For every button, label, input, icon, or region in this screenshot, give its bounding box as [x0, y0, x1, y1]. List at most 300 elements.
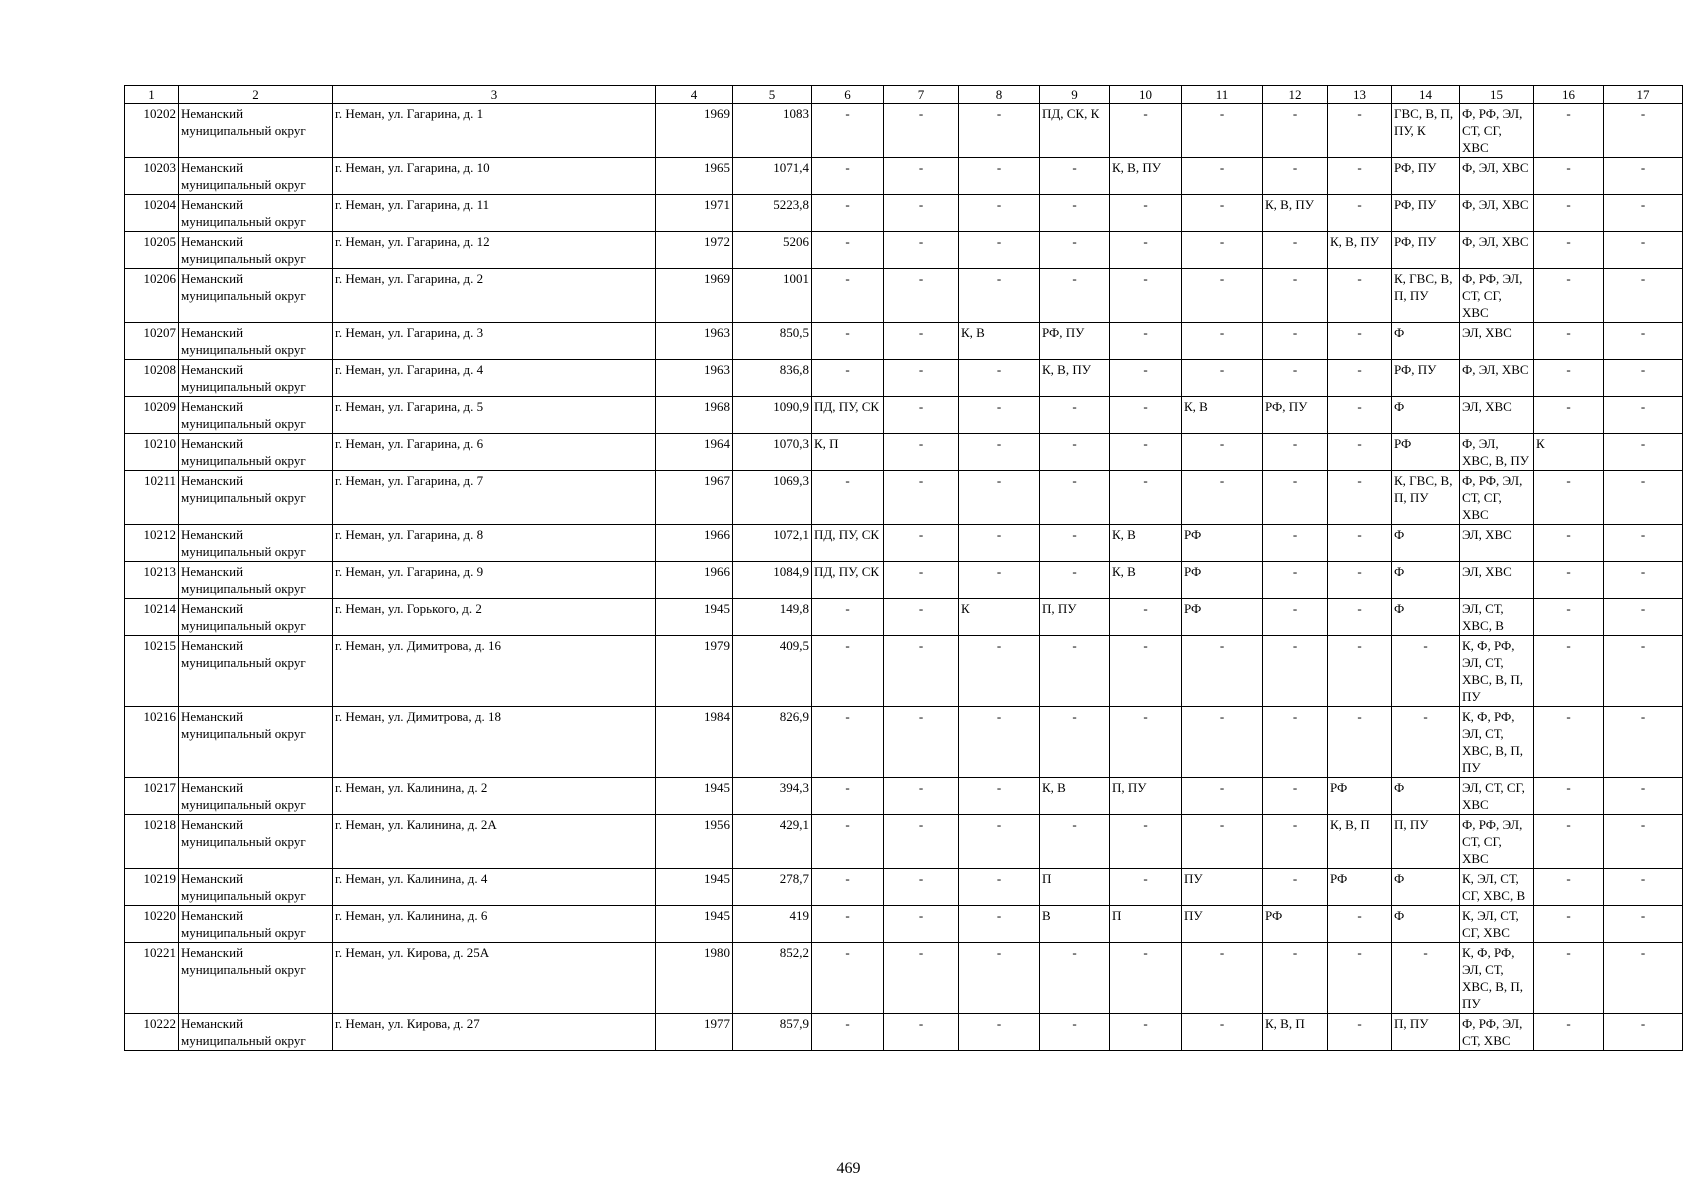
col-17-cell: -: [1604, 104, 1683, 158]
row-id-cell: 10211: [125, 471, 179, 525]
col-12-cell: -: [1263, 778, 1328, 815]
year-cell: 1980: [656, 943, 733, 1014]
col-17-cell: -: [1604, 707, 1683, 778]
col-12-cell: -: [1263, 360, 1328, 397]
col-15-cell: Ф, ЭЛ, ХВС: [1460, 195, 1534, 232]
col-13-cell: -: [1328, 104, 1392, 158]
col-10-cell: К, В: [1110, 525, 1182, 562]
col-9-cell: П, ПУ: [1040, 599, 1110, 636]
col-6-cell: К, П: [812, 434, 884, 471]
table-row: [125, 599, 1683, 636]
col-14-cell: РФ, ПУ: [1392, 232, 1460, 269]
col-8-cell: -: [959, 636, 1040, 707]
col-12-cell: К, В, ПУ: [1263, 195, 1328, 232]
col-13-cell: -: [1328, 397, 1392, 434]
col-13-cell: -: [1328, 943, 1392, 1014]
col-13-cell: -: [1328, 434, 1392, 471]
row-id-cell: 10203: [125, 158, 179, 195]
municipality-cell: Неманский муниципальный округ: [179, 269, 333, 323]
row-id-cell: 10215: [125, 636, 179, 707]
column-number-13: 13: [1328, 86, 1392, 104]
col-6-cell: -: [812, 778, 884, 815]
col-15-cell: К, Ф, РФ, ЭЛ, СТ, ХВС, В, П, ПУ: [1460, 707, 1534, 778]
col-10-cell: -: [1110, 195, 1182, 232]
col-12-cell: -: [1263, 599, 1328, 636]
col-15-cell: ЭЛ, СТ, ХВС, В: [1460, 599, 1534, 636]
table-row: [125, 195, 1683, 232]
area-cell: 394,3: [733, 778, 812, 815]
col-11-cell: ПУ: [1182, 869, 1263, 906]
col-13-cell: -: [1328, 471, 1392, 525]
col-12-cell: -: [1263, 104, 1328, 158]
table-row: [125, 1014, 1683, 1051]
municipality-cell: Неманский муниципальный округ: [179, 943, 333, 1014]
table-row: [125, 525, 1683, 562]
year-cell: 1969: [656, 269, 733, 323]
municipality-cell: Неманский муниципальный округ: [179, 778, 333, 815]
row-id-cell: 10205: [125, 232, 179, 269]
address-cell: г. Неман, ул. Горького, д. 2: [333, 599, 656, 636]
col-9-cell: -: [1040, 471, 1110, 525]
col-8-cell: -: [959, 269, 1040, 323]
column-number-7: 7: [884, 86, 959, 104]
col-14-cell: РФ: [1392, 434, 1460, 471]
col-10-cell: -: [1110, 471, 1182, 525]
column-number-12: 12: [1263, 86, 1328, 104]
col-6-cell: ПД, ПУ, СК: [812, 397, 884, 434]
col-11-cell: -: [1182, 778, 1263, 815]
address-cell: г. Неман, ул. Калинина, д. 6: [333, 906, 656, 943]
col-13-cell: -: [1328, 707, 1392, 778]
row-id-cell: 10220: [125, 906, 179, 943]
municipality-cell: Неманский муниципальный округ: [179, 360, 333, 397]
col-7-cell: -: [884, 815, 959, 869]
col-15-cell: Ф, РФ, ЭЛ, СТ, СГ, ХВС: [1460, 269, 1534, 323]
address-cell: г. Неман, ул. Гагарина, д. 6: [333, 434, 656, 471]
col-8-cell: -: [959, 158, 1040, 195]
table-row: [125, 471, 1683, 525]
col-6-cell: -: [812, 471, 884, 525]
col-15-cell: Ф, ЭЛ, ХВС: [1460, 232, 1534, 269]
col-14-cell: Ф: [1392, 397, 1460, 434]
col-17-cell: -: [1604, 397, 1683, 434]
address-cell: г. Неман, ул. Гагарина, д. 1: [333, 104, 656, 158]
col-15-cell: К, ЭЛ, СТ, СГ, ХВС, В: [1460, 869, 1534, 906]
col-14-cell: Ф: [1392, 778, 1460, 815]
municipality-cell: Неманский муниципальный округ: [179, 195, 333, 232]
table-row: [125, 360, 1683, 397]
col-17-cell: -: [1604, 195, 1683, 232]
col-12-cell: -: [1263, 636, 1328, 707]
col-17-cell: -: [1604, 360, 1683, 397]
col-15-cell: ЭЛ, ХВС: [1460, 562, 1534, 599]
col-13-cell: -: [1328, 525, 1392, 562]
col-16-cell: -: [1534, 104, 1604, 158]
col-15-cell: ЭЛ, СТ, СГ, ХВС: [1460, 778, 1534, 815]
col-9-cell: В: [1040, 906, 1110, 943]
col-10-cell: -: [1110, 636, 1182, 707]
col-10-cell: П, ПУ: [1110, 778, 1182, 815]
col-9-cell: РФ, ПУ: [1040, 323, 1110, 360]
col-17-cell: -: [1604, 471, 1683, 525]
address-cell: г. Неман, ул. Кирова, д. 25А: [333, 943, 656, 1014]
table-row: [125, 943, 1683, 1014]
col-13-cell: К, В, П: [1328, 815, 1392, 869]
row-id-cell: 10204: [125, 195, 179, 232]
col-17-cell: -: [1604, 562, 1683, 599]
year-cell: 1972: [656, 232, 733, 269]
col-13-cell: -: [1328, 906, 1392, 943]
row-id-cell: 10202: [125, 104, 179, 158]
col-8-cell: -: [959, 397, 1040, 434]
year-cell: 1965: [656, 158, 733, 195]
col-17-cell: -: [1604, 778, 1683, 815]
col-15-cell: Ф, ЭЛ, ХВС: [1460, 360, 1534, 397]
col-11-cell: -: [1182, 471, 1263, 525]
year-cell: 1945: [656, 599, 733, 636]
col-16-cell: -: [1534, 525, 1604, 562]
col-9-cell: -: [1040, 232, 1110, 269]
col-14-cell: Ф: [1392, 323, 1460, 360]
col-8-cell: -: [959, 707, 1040, 778]
col-15-cell: Ф, РФ, ЭЛ, СТ, СГ, ХВС: [1460, 471, 1534, 525]
col-17-cell: -: [1604, 943, 1683, 1014]
col-17-cell: -: [1604, 815, 1683, 869]
col-15-cell: К, Ф, РФ, ЭЛ, СТ, ХВС, В, П, ПУ: [1460, 943, 1534, 1014]
address-cell: г. Неман, ул. Гагарина, д. 10: [333, 158, 656, 195]
col-14-cell: РФ, ПУ: [1392, 195, 1460, 232]
col-9-cell: -: [1040, 636, 1110, 707]
table-row: [125, 269, 1683, 323]
col-11-cell: -: [1182, 434, 1263, 471]
col-15-cell: Ф, РФ, ЭЛ, СТ, СГ, ХВС: [1460, 104, 1534, 158]
col-6-cell: -: [812, 599, 884, 636]
address-cell: г. Неман, ул. Гагарина, д. 11: [333, 195, 656, 232]
municipality-cell: Неманский муниципальный округ: [179, 815, 333, 869]
col-16-cell: -: [1534, 599, 1604, 636]
column-number-14: 14: [1392, 86, 1460, 104]
year-cell: 1945: [656, 778, 733, 815]
col-10-cell: К, В: [1110, 562, 1182, 599]
year-cell: 1984: [656, 707, 733, 778]
col-8-cell: -: [959, 906, 1040, 943]
col-14-cell: ГВС, В, П, ПУ, К: [1392, 104, 1460, 158]
area-cell: 278,7: [733, 869, 812, 906]
col-16-cell: -: [1534, 562, 1604, 599]
col-15-cell: ЭЛ, ХВС: [1460, 525, 1534, 562]
col-6-cell: -: [812, 323, 884, 360]
address-cell: г. Неман, ул. Калинина, д. 2: [333, 778, 656, 815]
col-8-cell: -: [959, 562, 1040, 599]
col-16-cell: -: [1534, 323, 1604, 360]
col-10-cell: -: [1110, 269, 1182, 323]
address-cell: г. Неман, ул. Гагарина, д. 8: [333, 525, 656, 562]
table-row: [125, 158, 1683, 195]
area-cell: 1090,9: [733, 397, 812, 434]
area-cell: 1071,4: [733, 158, 812, 195]
col-7-cell: -: [884, 636, 959, 707]
col-8-cell: -: [959, 232, 1040, 269]
col-6-cell: -: [812, 1014, 884, 1051]
col-14-cell: Ф: [1392, 599, 1460, 636]
year-cell: 1968: [656, 397, 733, 434]
col-6-cell: -: [812, 269, 884, 323]
col-6-cell: -: [812, 360, 884, 397]
column-number-9: 9: [1040, 86, 1110, 104]
col-16-cell: -: [1534, 636, 1604, 707]
row-id-cell: 10218: [125, 815, 179, 869]
col-13-cell: -: [1328, 360, 1392, 397]
address-cell: г. Неман, ул. Кирова, д. 27: [333, 1014, 656, 1051]
municipality-cell: Неманский муниципальный округ: [179, 471, 333, 525]
col-16-cell: -: [1534, 815, 1604, 869]
col-13-cell: К, В, ПУ: [1328, 232, 1392, 269]
col-11-cell: -: [1182, 707, 1263, 778]
col-12-cell: -: [1263, 707, 1328, 778]
year-cell: 1977: [656, 1014, 733, 1051]
col-9-cell: -: [1040, 1014, 1110, 1051]
area-cell: 5206: [733, 232, 812, 269]
row-id-cell: 10206: [125, 269, 179, 323]
municipality-cell: Неманский муниципальный округ: [179, 525, 333, 562]
col-15-cell: Ф, РФ, ЭЛ, СТ, ХВС: [1460, 1014, 1534, 1051]
col-17-cell: -: [1604, 599, 1683, 636]
col-14-cell: Ф: [1392, 906, 1460, 943]
col-14-cell: РФ, ПУ: [1392, 158, 1460, 195]
col-12-cell: -: [1263, 232, 1328, 269]
col-15-cell: К, Ф, РФ, ЭЛ, СТ, ХВС, В, П, ПУ: [1460, 636, 1534, 707]
col-13-cell: -: [1328, 562, 1392, 599]
table-row: [125, 232, 1683, 269]
col-14-cell: РФ, ПУ: [1392, 360, 1460, 397]
col-9-cell: -: [1040, 562, 1110, 599]
col-9-cell: К, В: [1040, 778, 1110, 815]
col-12-cell: -: [1263, 525, 1328, 562]
col-8-cell: -: [959, 943, 1040, 1014]
col-13-cell: -: [1328, 599, 1392, 636]
col-6-cell: -: [812, 158, 884, 195]
column-number-row: [125, 86, 1683, 104]
address-cell: г. Неман, ул. Гагарина, д. 12: [333, 232, 656, 269]
col-14-cell: -: [1392, 707, 1460, 778]
municipality-cell: Неманский муниципальный округ: [179, 906, 333, 943]
col-12-cell: -: [1263, 434, 1328, 471]
row-id-cell: 10212: [125, 525, 179, 562]
address-cell: г. Неман, ул. Гагарина, д. 3: [333, 323, 656, 360]
col-13-cell: РФ: [1328, 778, 1392, 815]
column-number-15: 15: [1460, 86, 1534, 104]
col-10-cell: -: [1110, 104, 1182, 158]
table-row: [125, 906, 1683, 943]
col-8-cell: К, В: [959, 323, 1040, 360]
municipality-cell: Неманский муниципальный округ: [179, 397, 333, 434]
municipality-cell: Неманский муниципальный округ: [179, 323, 333, 360]
col-11-cell: -: [1182, 158, 1263, 195]
col-12-cell: РФ, ПУ: [1263, 397, 1328, 434]
area-cell: 850,5: [733, 323, 812, 360]
col-16-cell: К: [1534, 434, 1604, 471]
col-6-cell: -: [812, 943, 884, 1014]
column-number-16: 16: [1534, 86, 1604, 104]
table-row: [125, 397, 1683, 434]
address-cell: г. Неман, ул. Гагарина, д. 7: [333, 471, 656, 525]
table-row: [125, 707, 1683, 778]
col-9-cell: -: [1040, 434, 1110, 471]
area-cell: 1072,1: [733, 525, 812, 562]
row-id-cell: 10208: [125, 360, 179, 397]
col-12-cell: -: [1263, 562, 1328, 599]
col-10-cell: -: [1110, 232, 1182, 269]
col-11-cell: -: [1182, 323, 1263, 360]
col-11-cell: -: [1182, 943, 1263, 1014]
area-cell: 5223,8: [733, 195, 812, 232]
col-12-cell: К, В, П: [1263, 1014, 1328, 1051]
col-7-cell: -: [884, 195, 959, 232]
col-14-cell: К, ГВС, В, П, ПУ: [1392, 269, 1460, 323]
col-9-cell: -: [1040, 815, 1110, 869]
col-16-cell: -: [1534, 943, 1604, 1014]
col-8-cell: -: [959, 869, 1040, 906]
row-id-cell: 10216: [125, 707, 179, 778]
col-13-cell: -: [1328, 636, 1392, 707]
col-16-cell: -: [1534, 869, 1604, 906]
year-cell: 1966: [656, 525, 733, 562]
col-17-cell: -: [1604, 525, 1683, 562]
row-id-cell: 10222: [125, 1014, 179, 1051]
address-cell: г. Неман, ул. Гагарина, д. 4: [333, 360, 656, 397]
col-9-cell: -: [1040, 397, 1110, 434]
col-6-cell: -: [812, 636, 884, 707]
municipality-cell: Неманский муниципальный округ: [179, 562, 333, 599]
col-14-cell: Ф: [1392, 525, 1460, 562]
col-10-cell: К, В, ПУ: [1110, 158, 1182, 195]
row-id-cell: 10217: [125, 778, 179, 815]
col-6-cell: ПД, ПУ, СК: [812, 562, 884, 599]
col-17-cell: -: [1604, 269, 1683, 323]
row-id-cell: 10210: [125, 434, 179, 471]
col-16-cell: -: [1534, 906, 1604, 943]
year-cell: 1969: [656, 104, 733, 158]
col-15-cell: ЭЛ, ХВС: [1460, 323, 1534, 360]
col-9-cell: -: [1040, 943, 1110, 1014]
area-cell: 836,8: [733, 360, 812, 397]
col-11-cell: РФ: [1182, 599, 1263, 636]
row-id-cell: 10221: [125, 943, 179, 1014]
area-cell: 852,2: [733, 943, 812, 1014]
row-id-cell: 10213: [125, 562, 179, 599]
table-row: [125, 323, 1683, 360]
col-14-cell: Ф: [1392, 869, 1460, 906]
col-15-cell: Ф, ЭЛ, ХВС: [1460, 158, 1534, 195]
col-9-cell: -: [1040, 525, 1110, 562]
col-14-cell: -: [1392, 636, 1460, 707]
address-cell: г. Неман, ул. Гагарина, д. 2: [333, 269, 656, 323]
table-row: [125, 869, 1683, 906]
municipality-cell: Неманский муниципальный округ: [179, 599, 333, 636]
col-8-cell: -: [959, 471, 1040, 525]
municipality-cell: Неманский муниципальный округ: [179, 232, 333, 269]
col-16-cell: -: [1534, 707, 1604, 778]
col-8-cell: -: [959, 434, 1040, 471]
col-7-cell: -: [884, 434, 959, 471]
col-7-cell: -: [884, 778, 959, 815]
col-11-cell: К, В: [1182, 397, 1263, 434]
col-12-cell: -: [1263, 158, 1328, 195]
col-6-cell: -: [812, 104, 884, 158]
col-11-cell: -: [1182, 269, 1263, 323]
col-7-cell: -: [884, 906, 959, 943]
year-cell: 1956: [656, 815, 733, 869]
column-number-10: 10: [1110, 86, 1182, 104]
area-cell: 1083: [733, 104, 812, 158]
col-7-cell: -: [884, 323, 959, 360]
col-11-cell: -: [1182, 195, 1263, 232]
col-7-cell: -: [884, 269, 959, 323]
col-7-cell: -: [884, 232, 959, 269]
col-16-cell: -: [1534, 471, 1604, 525]
year-cell: 1966: [656, 562, 733, 599]
column-number-4: 4: [656, 86, 733, 104]
col-14-cell: П, ПУ: [1392, 1014, 1460, 1051]
col-8-cell: -: [959, 778, 1040, 815]
column-number-11: 11: [1182, 86, 1263, 104]
col-17-cell: -: [1604, 323, 1683, 360]
table-row: [125, 636, 1683, 707]
col-12-cell: -: [1263, 323, 1328, 360]
col-9-cell: -: [1040, 269, 1110, 323]
area-cell: 857,9: [733, 1014, 812, 1051]
col-7-cell: -: [884, 869, 959, 906]
col-11-cell: РФ: [1182, 525, 1263, 562]
col-7-cell: -: [884, 943, 959, 1014]
col-7-cell: -: [884, 599, 959, 636]
col-8-cell: -: [959, 104, 1040, 158]
area-cell: 1001: [733, 269, 812, 323]
col-8-cell: -: [959, 360, 1040, 397]
col-11-cell: -: [1182, 1014, 1263, 1051]
col-9-cell: К, В, ПУ: [1040, 360, 1110, 397]
col-14-cell: П, ПУ: [1392, 815, 1460, 869]
municipality-cell: Неманский муниципальный округ: [179, 158, 333, 195]
col-10-cell: -: [1110, 434, 1182, 471]
col-10-cell: П: [1110, 906, 1182, 943]
col-7-cell: -: [884, 1014, 959, 1051]
address-cell: г. Неман, ул. Калинина, д. 4: [333, 869, 656, 906]
col-11-cell: ПУ: [1182, 906, 1263, 943]
area-cell: 1070,3: [733, 434, 812, 471]
table-body: [125, 86, 1683, 1051]
col-8-cell: -: [959, 815, 1040, 869]
column-number-1: 1: [125, 86, 179, 104]
municipality-cell: Неманский муниципальный округ: [179, 707, 333, 778]
col-17-cell: -: [1604, 434, 1683, 471]
col-16-cell: -: [1534, 360, 1604, 397]
col-9-cell: П: [1040, 869, 1110, 906]
col-17-cell: -: [1604, 1014, 1683, 1051]
table-row: [125, 104, 1683, 158]
row-id-cell: 10219: [125, 869, 179, 906]
row-id-cell: 10214: [125, 599, 179, 636]
col-6-cell: -: [812, 195, 884, 232]
col-7-cell: -: [884, 707, 959, 778]
col-13-cell: -: [1328, 269, 1392, 323]
municipality-cell: Неманский муниципальный округ: [179, 636, 333, 707]
column-number-5: 5: [733, 86, 812, 104]
col-9-cell: -: [1040, 195, 1110, 232]
col-7-cell: -: [884, 104, 959, 158]
col-9-cell: ПД, СК, К: [1040, 104, 1110, 158]
municipality-cell: Неманский муниципальный округ: [179, 1014, 333, 1051]
